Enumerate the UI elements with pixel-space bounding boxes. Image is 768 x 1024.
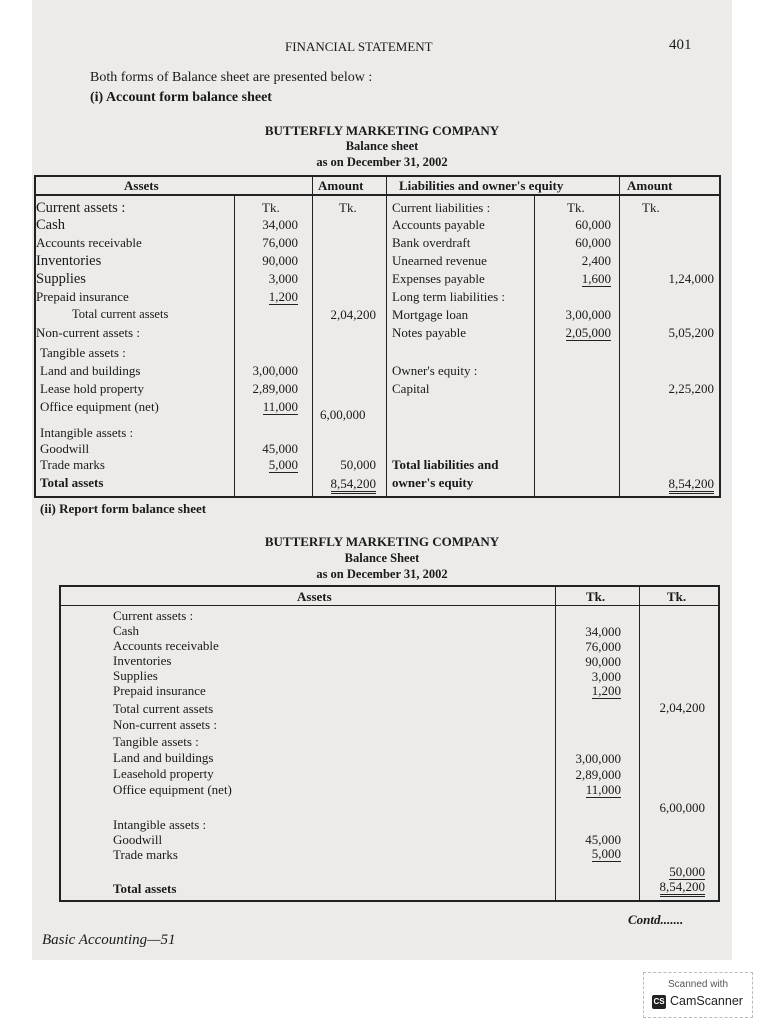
trade-marks-value: 5,000 — [591, 846, 621, 861]
assets-header: Assets — [124, 178, 159, 193]
total-current-assets-value: 2,04,200 — [330, 307, 376, 322]
scanner-caption: Scanned with — [667, 979, 729, 990]
sheet-date: as on December 31, 2002 — [316, 155, 448, 169]
inventories-label: Inventories — [36, 253, 102, 269]
camscanner-logo-icon: CS — [652, 995, 666, 1009]
total-liabilities-label: Total liabilities and — [392, 457, 499, 472]
tangible-assets-label: Tangible assets : — [40, 345, 126, 360]
accounts-payable-value: 60,000 — [575, 217, 611, 232]
trade-marks-value: 5,000 — [268, 457, 298, 472]
office-equipment-value: 11,000 — [585, 782, 621, 797]
total-assets-value: 8,54,200 — [660, 879, 706, 897]
total-assets-label: Total assets — [40, 475, 104, 490]
total-liabilities-value: 8,54,200 — [669, 476, 715, 494]
prepaid-insurance-label: Prepaid insurance — [36, 289, 129, 304]
tangible-assets-label: Tangible assets : — [113, 734, 199, 749]
page-footer: Basic Accounting—51 — [42, 932, 176, 948]
company-name: BUTTERFLY MARKETING COMPANY — [264, 123, 500, 138]
tk-header: Tk. — [667, 589, 687, 604]
expenses-payable-value: 1,600 — [581, 271, 611, 286]
office-equipment-label: Office equipment (net) — [113, 782, 232, 797]
company-name: BUTTERFLY MARKETING COMPANY — [264, 534, 500, 549]
current-assets-label: Current assets : — [36, 200, 126, 216]
supplies-label: Supplies — [113, 668, 158, 683]
leasehold-label: Leasehold property — [113, 766, 214, 781]
supplies-value: 3,000 — [268, 271, 298, 286]
intro-line: Both forms of Balance sheet are presented below : — [90, 70, 373, 85]
total-current-assets-value: 2,04,200 — [659, 700, 705, 715]
trade-marks-label: Trade marks — [40, 457, 105, 472]
ar-value: 76,000 — [585, 639, 621, 654]
sheet-title: Balance Sheet — [344, 551, 420, 565]
current-assets-label: Current assets : — [113, 608, 194, 623]
account-form-heading: (i) Account form balance sheet — [90, 90, 272, 105]
goodwill-value: 45,000 — [585, 832, 621, 847]
scanner-brand: CamScanner — [670, 994, 743, 1008]
tangible-total: 6,00,000 — [659, 800, 705, 815]
land-buildings-label: Land and buildings — [113, 750, 214, 765]
prepaid-insurance-value: 1,200 — [268, 289, 298, 304]
prepaid-insurance-value: 1,200 — [591, 683, 621, 698]
supplies-label: Supplies — [36, 271, 86, 287]
book-page — [32, 0, 732, 960]
long-term-liabilities-label: Long term liabilities : — [392, 289, 506, 304]
inventories-value: 90,000 — [585, 654, 621, 669]
page-header-title: FINANCIAL STATEMENT — [285, 39, 433, 54]
ar-value: 76,000 — [262, 235, 298, 250]
supplies-value: 3,000 — [591, 669, 621, 684]
tk-label: Tk. — [567, 200, 585, 215]
capital-label: Capital — [392, 381, 430, 396]
office-equipment-label: Office equipment (net) — [40, 399, 159, 414]
tangible-total: 6,00,000 — [320, 407, 366, 422]
unearned-revenue-value: 2,400 — [581, 253, 611, 268]
bank-overdraft-label: Bank overdraft — [392, 235, 471, 250]
accounts-payable-label: Accounts payable — [392, 217, 485, 232]
account-form-table — [34, 175, 720, 498]
intangible-assets-label: Intangible assets : — [113, 817, 207, 832]
owners-equity-total-label: owner's equity — [392, 475, 474, 490]
tk-label: Tk. — [339, 200, 357, 215]
tk-label: Tk. — [262, 200, 280, 215]
current-liabilities-label: Current liabilities : — [392, 200, 491, 215]
total-current-assets-label: Total current assets — [72, 307, 169, 321]
goodwill-value: 45,000 — [262, 441, 298, 456]
land-buildings-value: 3,00,000 — [575, 751, 621, 766]
cash-label: Cash — [113, 623, 139, 638]
page-number: 401 — [669, 37, 692, 53]
capital-value: 2,25,200 — [668, 381, 714, 396]
tk-label: Tk. — [642, 200, 660, 215]
sheet-title: Balance sheet — [345, 139, 419, 153]
notes-payable-label: Notes payable — [392, 325, 467, 340]
office-equipment-value: 11,000 — [262, 399, 298, 414]
continued-note: Contd....... — [628, 912, 684, 927]
inventories-value: 90,000 — [262, 253, 298, 268]
report-form-table — [59, 585, 720, 902]
land-buildings-value: 3,00,000 — [252, 363, 298, 378]
sheet-date: as on December 31, 2002 — [316, 567, 448, 581]
ar-label: Accounts receivable — [36, 235, 142, 250]
bank-overdraft-value: 60,000 — [575, 235, 611, 250]
cash-label: Cash — [36, 217, 65, 233]
leasehold-value: 2,89,000 — [575, 767, 621, 782]
non-current-assets-label: Non-current assets : — [36, 325, 140, 340]
owners-equity-label: Owner's equity : — [392, 363, 478, 378]
ar-label: Accounts receivable — [113, 638, 219, 653]
goodwill-label: Goodwill — [113, 832, 163, 847]
mortgage-loan-label: Mortgage loan — [392, 307, 469, 322]
leasehold-label: Lease hold property — [40, 381, 144, 396]
scanner-watermark — [643, 972, 753, 1018]
leasehold-value: 2,89,000 — [252, 381, 298, 396]
unearned-revenue-label: Unearned revenue — [392, 253, 487, 268]
total-assets-label: Total assets — [113, 881, 177, 896]
goodwill-label: Goodwill — [40, 441, 90, 456]
report-form-heading: (ii) Report form balance sheet — [40, 501, 207, 516]
inventories-label: Inventories — [113, 653, 172, 668]
total-current-assets-label: Total current assets — [113, 701, 214, 716]
cash-value: 34,000 — [262, 217, 298, 232]
intangible-total: 50,000 — [340, 457, 376, 472]
tk-header: Tk. — [586, 589, 606, 604]
intangible-total: 50,000 — [669, 864, 705, 879]
expenses-payable-label: Expenses payable — [392, 271, 485, 286]
trade-marks-label: Trade marks — [113, 847, 178, 862]
amount-header: Amount — [318, 178, 364, 193]
notes-payable-value: 2,05,000 — [565, 325, 611, 340]
long-term-total: 5,05,200 — [668, 325, 714, 340]
mortgage-loan-value: 3,00,000 — [565, 307, 611, 322]
total-assets-value: 8,54,200 — [331, 476, 377, 494]
current-liabilities-total: 1,24,000 — [668, 271, 714, 286]
land-buildings-label: Land and buildings — [40, 363, 141, 378]
prepaid-insurance-label: Prepaid insurance — [113, 683, 206, 698]
assets-header: Assets — [297, 589, 332, 604]
cash-value: 34,000 — [585, 624, 621, 639]
amount2-header: Amount — [627, 178, 673, 193]
non-current-assets-label: Non-current assets : — [113, 717, 217, 732]
intangible-assets-label: Intangible assets : — [40, 425, 134, 440]
liabilities-header: Liabilities and owner's equity — [399, 178, 564, 193]
